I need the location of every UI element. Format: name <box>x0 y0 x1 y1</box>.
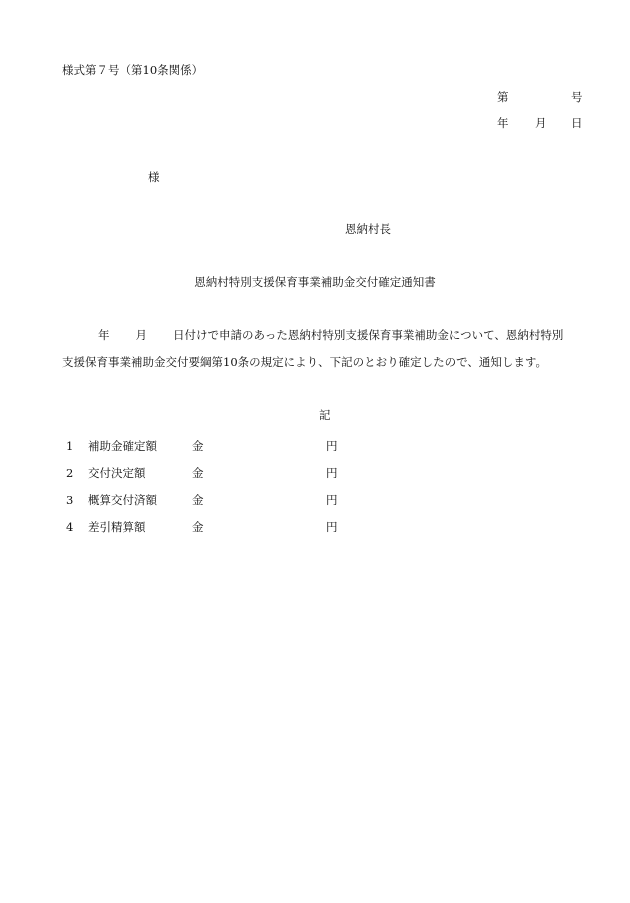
amount-list <box>62 441 352 549</box>
ki-heading: 記 <box>319 408 331 422</box>
document-title: 恩納村特別支援保育事業補助金交付確定通知書 <box>194 275 436 289</box>
item-yen-label: 円 <box>326 493 338 507</box>
item-kin-label: 金 <box>192 439 204 453</box>
list-item <box>62 441 352 468</box>
list-item <box>62 468 352 495</box>
date-year-label: 年 <box>497 116 509 130</box>
body-year-label: 年 <box>98 328 110 342</box>
body-line-1-text: 日付けで申請のあった恩納村特別支援保育事業補助金について、恩納村特別 <box>173 328 564 342</box>
item-number: 4 <box>66 520 74 534</box>
item-yen-label: 円 <box>326 466 338 480</box>
item-number: 2 <box>66 466 74 480</box>
document-number-label: 第 <box>497 90 509 104</box>
body-paragraph-line-1 <box>62 330 563 342</box>
date-month-label: 月 <box>535 116 547 130</box>
item-number: 1 <box>66 439 74 453</box>
item-label: 補助金確定額 <box>88 439 157 453</box>
list-item <box>62 495 352 522</box>
sender-title: 恩納村長 <box>345 222 391 236</box>
item-label: 概算交付済額 <box>88 493 157 507</box>
body-month-label: 月 <box>135 328 147 342</box>
item-kin-label: 金 <box>192 520 204 534</box>
document-number-suffix: 号 <box>571 90 583 104</box>
item-yen-label: 円 <box>326 520 338 534</box>
item-label: 交付決定額 <box>88 466 146 480</box>
item-number: 3 <box>66 493 74 507</box>
item-kin-label: 金 <box>192 493 204 507</box>
item-label: 差引精算額 <box>88 520 146 534</box>
item-yen-label: 円 <box>326 439 338 453</box>
body-paragraph-line-2: 支援保育事業補助金交付要綱第10条の規定により、下記のとおり確定したので、通知します。 <box>62 355 547 369</box>
form-number: 様式第７号（第10条関係） <box>62 63 204 77</box>
item-kin-label: 金 <box>192 466 204 480</box>
addressee-honorific: 様 <box>148 170 160 184</box>
date-day-label: 日 <box>571 116 583 130</box>
list-item <box>62 522 352 549</box>
